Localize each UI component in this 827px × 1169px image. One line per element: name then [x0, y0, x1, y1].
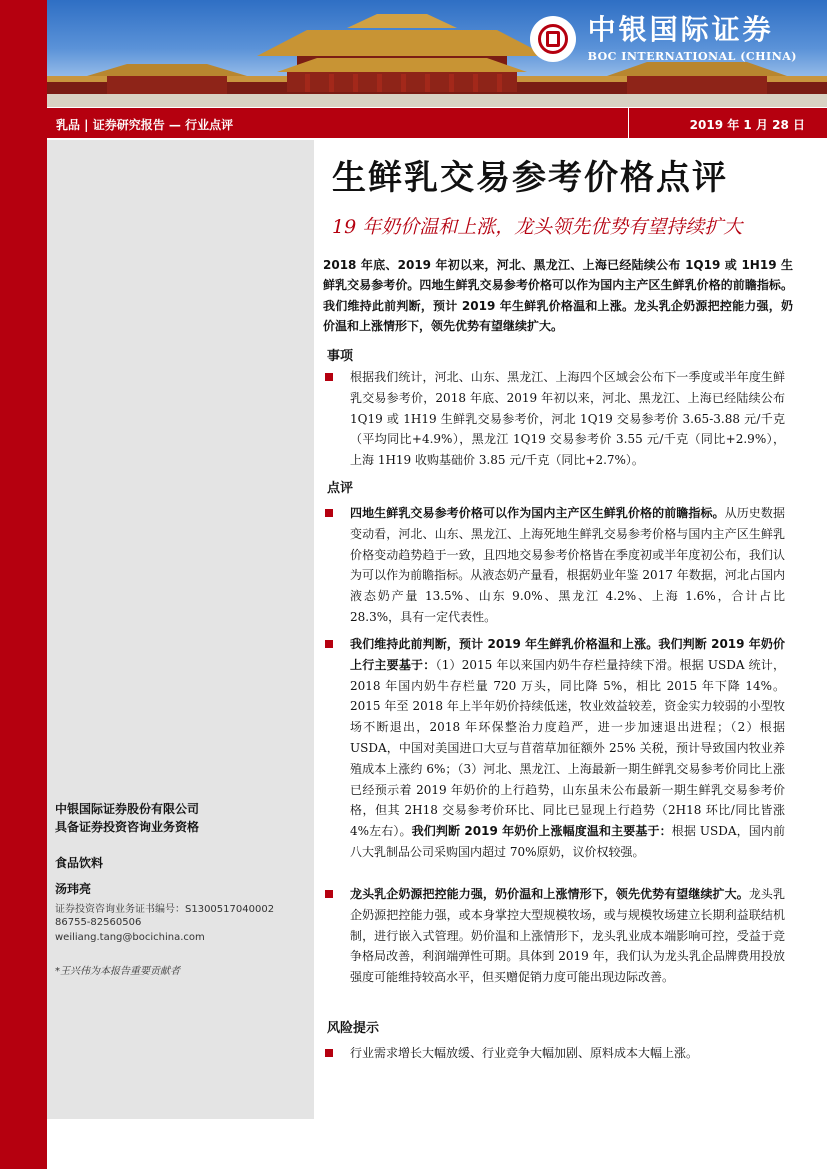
section-heading-risk: 风险提示 — [327, 1021, 380, 1036]
comment-paragraph-1 — [350, 503, 785, 628]
risk-paragraph: 行业需求增长大幅放缓、行业竞争大幅加剧、原料成本大幅上涨。 — [350, 1046, 699, 1060]
events-paragraph: 根据我们统计，河北、山东、黑龙江、上海四个区域会公布下一季度或半年度生鲜乳交易参考价，2018 年底、2019 年初以来，河北、黑龙江、上海已经陆续公布 1Q19 或 1H19 生鲜乳交易参考价，河北 1Q19 交易参考价 3.65-3.88 元/千克（平均同比+4.9%），黑龙江 1Q19 交易参考价 3.55 元/千克（同比+2.9%），上海 1H19 收购基础价 3.85 元/千克（同比+2.7%）。 — [350, 370, 785, 468]
brand-logo — [530, 14, 797, 63]
contributor-note: *王兴伟为本报告重要贡献者 — [55, 966, 180, 977]
report-summary: 2018 年底、2019 年初以来，河北、黑龙江、上海已经陆续公布 1Q19 或 1H19 生鲜乳交易参考价。四地生鲜乳交易参考价格可以作为国内主产区生鲜乳价格的前瞻指标。我们维持此前判断，预计 2019 年生鲜乳价格温和上涨。龙头乳企奶源把控能力强，奶价温和上涨情形下，领先优势有望继续扩大。 — [323, 258, 793, 333]
analyst-cert: 证券投资咨询业务证书编号：S1300517040002 — [55, 904, 275, 915]
comment-1-body: 从历史数据变动看，河北、山东、黑龙江、上海死地生鲜乳交易参考价格与国内主产区生鲜乳价格变动趋势趋于一致，且四地交易参考价格皆在季度初或半年度初公布，我们认为可以作为前瞻指标。从液态奶产量看，根据奶业年鉴 2017 年数据，河北占国内液态奶产量 13.5%、山东 9.0%、黑龙江 4.2%、上海 1.6%，合计占比 28.3%，具有一定代表性。 — [350, 506, 785, 624]
comment-paragraph-2 — [350, 634, 785, 863]
sector-label: 食品饮料 — [55, 856, 104, 870]
brand-name-en: BOC INTERNATIONAL (CHINA) — [587, 50, 797, 63]
comment-3-body: 龙头乳企奶源把控能力强，或本身掌控大型规模牧场，或与规模牧场建立长期利益联结机制，进行嵌入式管理。奶价温和上涨情形下，龙头乳业成本端影响可控，受益于竞争格局改善，利润端弹性可期。具体到 2019 年，我们认为龙头乳企品牌费用投放强度可能维持较高水平，但买赠促销力度可能出现边际改善。 — [350, 887, 785, 985]
report-date: 2019 年 1 月 28 日 — [689, 118, 805, 132]
report-header-strip — [47, 108, 827, 138]
comment-paragraph-3 — [350, 884, 785, 988]
comment-3-lead: 龙头乳企奶源把控能力强，奶价温和上涨情形下，领先优势有望继续扩大。 — [350, 887, 749, 901]
bullet-square-icon — [325, 890, 333, 898]
boc-logo-icon — [530, 16, 576, 62]
left-red-rule — [0, 0, 47, 1169]
comment-2-lead-2: 我们判断 2019 年奶价上涨幅度温和主要基于： — [411, 824, 672, 839]
section-heading-events: 事项 — [327, 349, 354, 364]
bullet-square-icon — [325, 373, 333, 381]
header-banner — [47, 0, 827, 107]
sidebar — [47, 140, 314, 1119]
comment-2-lead: 我们维持此前判断，预计 2019 年生鲜乳价格温和上涨。我们判断 2019 年奶价上行主要基于： — [350, 637, 785, 672]
analyst-phone: 86755-82560506 — [55, 917, 142, 928]
analyst-name: 汤玮亮 — [55, 882, 92, 896]
strip-divider — [628, 108, 629, 138]
comment-1-lead: 四地生鲜乳交易参考价格可以作为国内主产区生鲜乳价格的前瞻指标。 — [350, 506, 725, 520]
bullet-square-icon — [325, 509, 333, 517]
comment-2-tail: 根据 USDA，国内前八大乳制品公司采购国内超过 70%原奶，议价权较强。 — [350, 824, 785, 859]
brand-name-cn: 中银国际证券 — [587, 13, 774, 46]
bullet-square-icon — [325, 640, 333, 648]
report-subtitle: 19 年奶价温和上涨，龙头领先优势有望持续扩大 — [332, 216, 743, 238]
qualification: 具备证券投资咨询业务资格 — [55, 820, 200, 834]
bullet-square-icon — [325, 1049, 333, 1057]
analyst-email[interactable]: weiliang.tang@bocichina.com — [55, 932, 205, 943]
comment-2-body: （1）2015 年以来国内奶牛存栏量持续下滑。根据 USDA 统计，2018 年国内奶牛存栏量 720 万头，同比降 5%，相比 2015 年下降 14%。2015 年至 2018 年上半年奶价持续低迷，牧业效益较差，资金实力较弱的小型牧场不断退出，2018 年环保整治力度趋严，进一步加速退出进程；（2）根据 USDA，中国对美国进口大豆与苜蓿草加征额外 25% 关税，预计导致国内牧业养殖成本上涨约 6%；（3）河北、黑龙江、上海最新一期生鲜乳交易参考价同比上涨已经预示着 2019 年奶价的上行趋势，山东虽未公布最新一期生鲜乳交易参考价格，但其 2H18 交易参考价环比、同比已显现上行趋势（2H18 环比/同比皆涨 4%左右）。 — [350, 657, 785, 839]
report-category: 乳品 | 证券研究报告 — 行业点评 — [56, 118, 234, 132]
company-name: 中银国际证券股份有限公司 — [55, 802, 200, 816]
company-info — [55, 800, 199, 836]
report-title: 生鲜乳交易参考价格点评 — [332, 158, 728, 198]
section-heading-comments: 点评 — [327, 481, 354, 496]
